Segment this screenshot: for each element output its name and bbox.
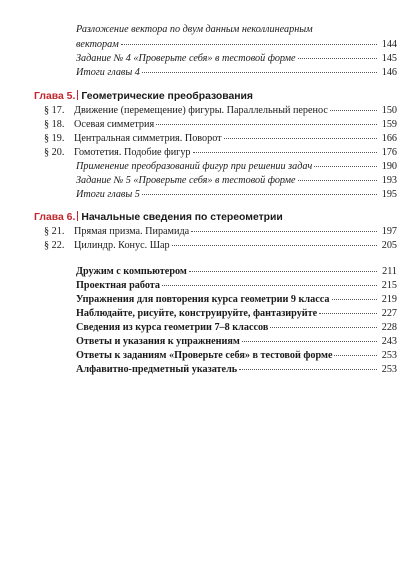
toc-entry (76, 67, 397, 79)
entry-title: Гомотетия. Подобие фигур (74, 147, 191, 158)
entry-title: Итоги главы 5 (76, 189, 140, 200)
toc-entry (76, 308, 397, 320)
entry-page: 145 (381, 53, 397, 64)
entry-page: 150 (381, 105, 397, 116)
entry-title: Применение преобразований фигур при решении задач (76, 161, 313, 172)
toc-entry (44, 119, 397, 131)
toc-entry (44, 226, 397, 238)
leader-dots (189, 271, 377, 272)
entry-page: 144 (381, 39, 397, 50)
entry-page: 159 (381, 119, 397, 130)
chapter-heading (34, 211, 283, 224)
entry-title: Прямая призма. Пирамида (74, 226, 190, 237)
entry-page: 253 (381, 364, 397, 375)
entry-page: 227 (381, 308, 397, 319)
leader-dots (156, 124, 377, 125)
section-number: § 21. (44, 226, 65, 237)
toc-entry (76, 161, 397, 173)
entry-page: 253 (381, 350, 397, 361)
entry-title: векторам (76, 39, 119, 50)
entry-page: 211 (382, 266, 397, 277)
toc-entry (76, 322, 397, 334)
chapter-heading (34, 90, 253, 103)
toc-entry (44, 240, 397, 252)
entry-title: Разложение вектора по двум данным неколлинеарным (76, 24, 313, 35)
leader-dots (319, 313, 377, 314)
leader-dots (193, 152, 377, 153)
toc-entry (76, 364, 397, 376)
entry-title: Центральная симметрия. Поворот (74, 133, 222, 144)
entry-page: 243 (381, 336, 397, 347)
chapter-number: Глава 5. (34, 91, 76, 102)
leader-dots (332, 299, 378, 300)
toc-entry (76, 350, 397, 362)
leader-dots (239, 369, 377, 370)
leader-dots (162, 285, 377, 286)
entry-title: Проектная работа (76, 280, 161, 291)
leader-dots (314, 166, 377, 167)
leader-dots (242, 341, 377, 342)
chapter-number: Глава 6. (34, 212, 76, 223)
chapter-title: Геометрические преобразования (81, 91, 253, 102)
entry-title: Задание № 5 «Проверьте себя» в тестовой форме (76, 175, 296, 186)
toc-entry (76, 336, 397, 348)
entry-page: 228 (381, 322, 397, 333)
entry-title: Движение (перемещение) фигуры. Параллельный перенос (74, 105, 328, 116)
leader-dots (142, 194, 377, 195)
entry-page: 197 (381, 226, 397, 237)
section-number: § 19. (44, 133, 65, 144)
leader-dots (121, 44, 377, 45)
section-number: § 17. (44, 105, 65, 116)
leader-dots (224, 138, 377, 139)
entry-title: Алфавитно-предметный указатель (76, 364, 238, 375)
toc-entry (76, 294, 397, 306)
entry-title: Сведения из курса геометрии 7–8 классов (76, 322, 269, 333)
entry-title: Ответы к заданиям «Проверьте себя» в тестовой форме (76, 350, 333, 361)
leader-dots (334, 355, 377, 356)
entry-page: 146 (381, 67, 397, 78)
entry-title: Задание № 4 «Проверьте себя» в тестовой форме (76, 53, 296, 64)
entry-page: 195 (381, 189, 397, 200)
entry-title: Цилиндр. Конус. Шар (74, 240, 170, 251)
chapter-divider (77, 211, 78, 221)
toc-entry (44, 133, 397, 145)
entry-page: 193 (381, 175, 397, 186)
toc-entry (76, 189, 397, 201)
entry-title: Упражнения для повторения курса геометрии 9 класса (76, 294, 330, 305)
leader-dots (142, 72, 377, 73)
leader-dots (330, 110, 377, 111)
chapter-title: Начальные сведения по стереометрии (81, 212, 283, 223)
toc-entry (76, 280, 397, 292)
entry-page: 190 (381, 161, 397, 172)
toc-entry (76, 53, 397, 65)
entry-title: Наблюдайте, рисуйте, конструируйте, фантазируйте (76, 308, 318, 319)
entry-title: Итоги главы 4 (76, 67, 140, 78)
entry-page: 215 (381, 280, 397, 291)
chapter-divider (77, 90, 78, 100)
toc-entry (44, 147, 397, 159)
entry-page: 166 (381, 133, 397, 144)
entry-page: 176 (381, 147, 397, 158)
section-number: § 22. (44, 240, 65, 251)
toc-entry (76, 24, 397, 36)
leader-dots (270, 327, 377, 328)
section-number: § 20. (44, 147, 65, 158)
toc-entry (76, 266, 397, 278)
leader-dots (172, 245, 377, 246)
leader-dots (298, 180, 377, 181)
entry-page: 205 (381, 240, 397, 251)
entry-title: Ответы и указания к упражнениям (76, 336, 240, 347)
entry-page: 219 (381, 294, 397, 305)
toc-entry (76, 175, 397, 187)
toc-entry (44, 105, 397, 117)
toc-entry (76, 39, 397, 51)
leader-dots (298, 58, 377, 59)
section-number: § 18. (44, 119, 65, 130)
entry-title: Осевая симметрия (74, 119, 155, 130)
leader-dots (191, 231, 377, 232)
entry-title: Дружим с компьютером (76, 266, 187, 277)
